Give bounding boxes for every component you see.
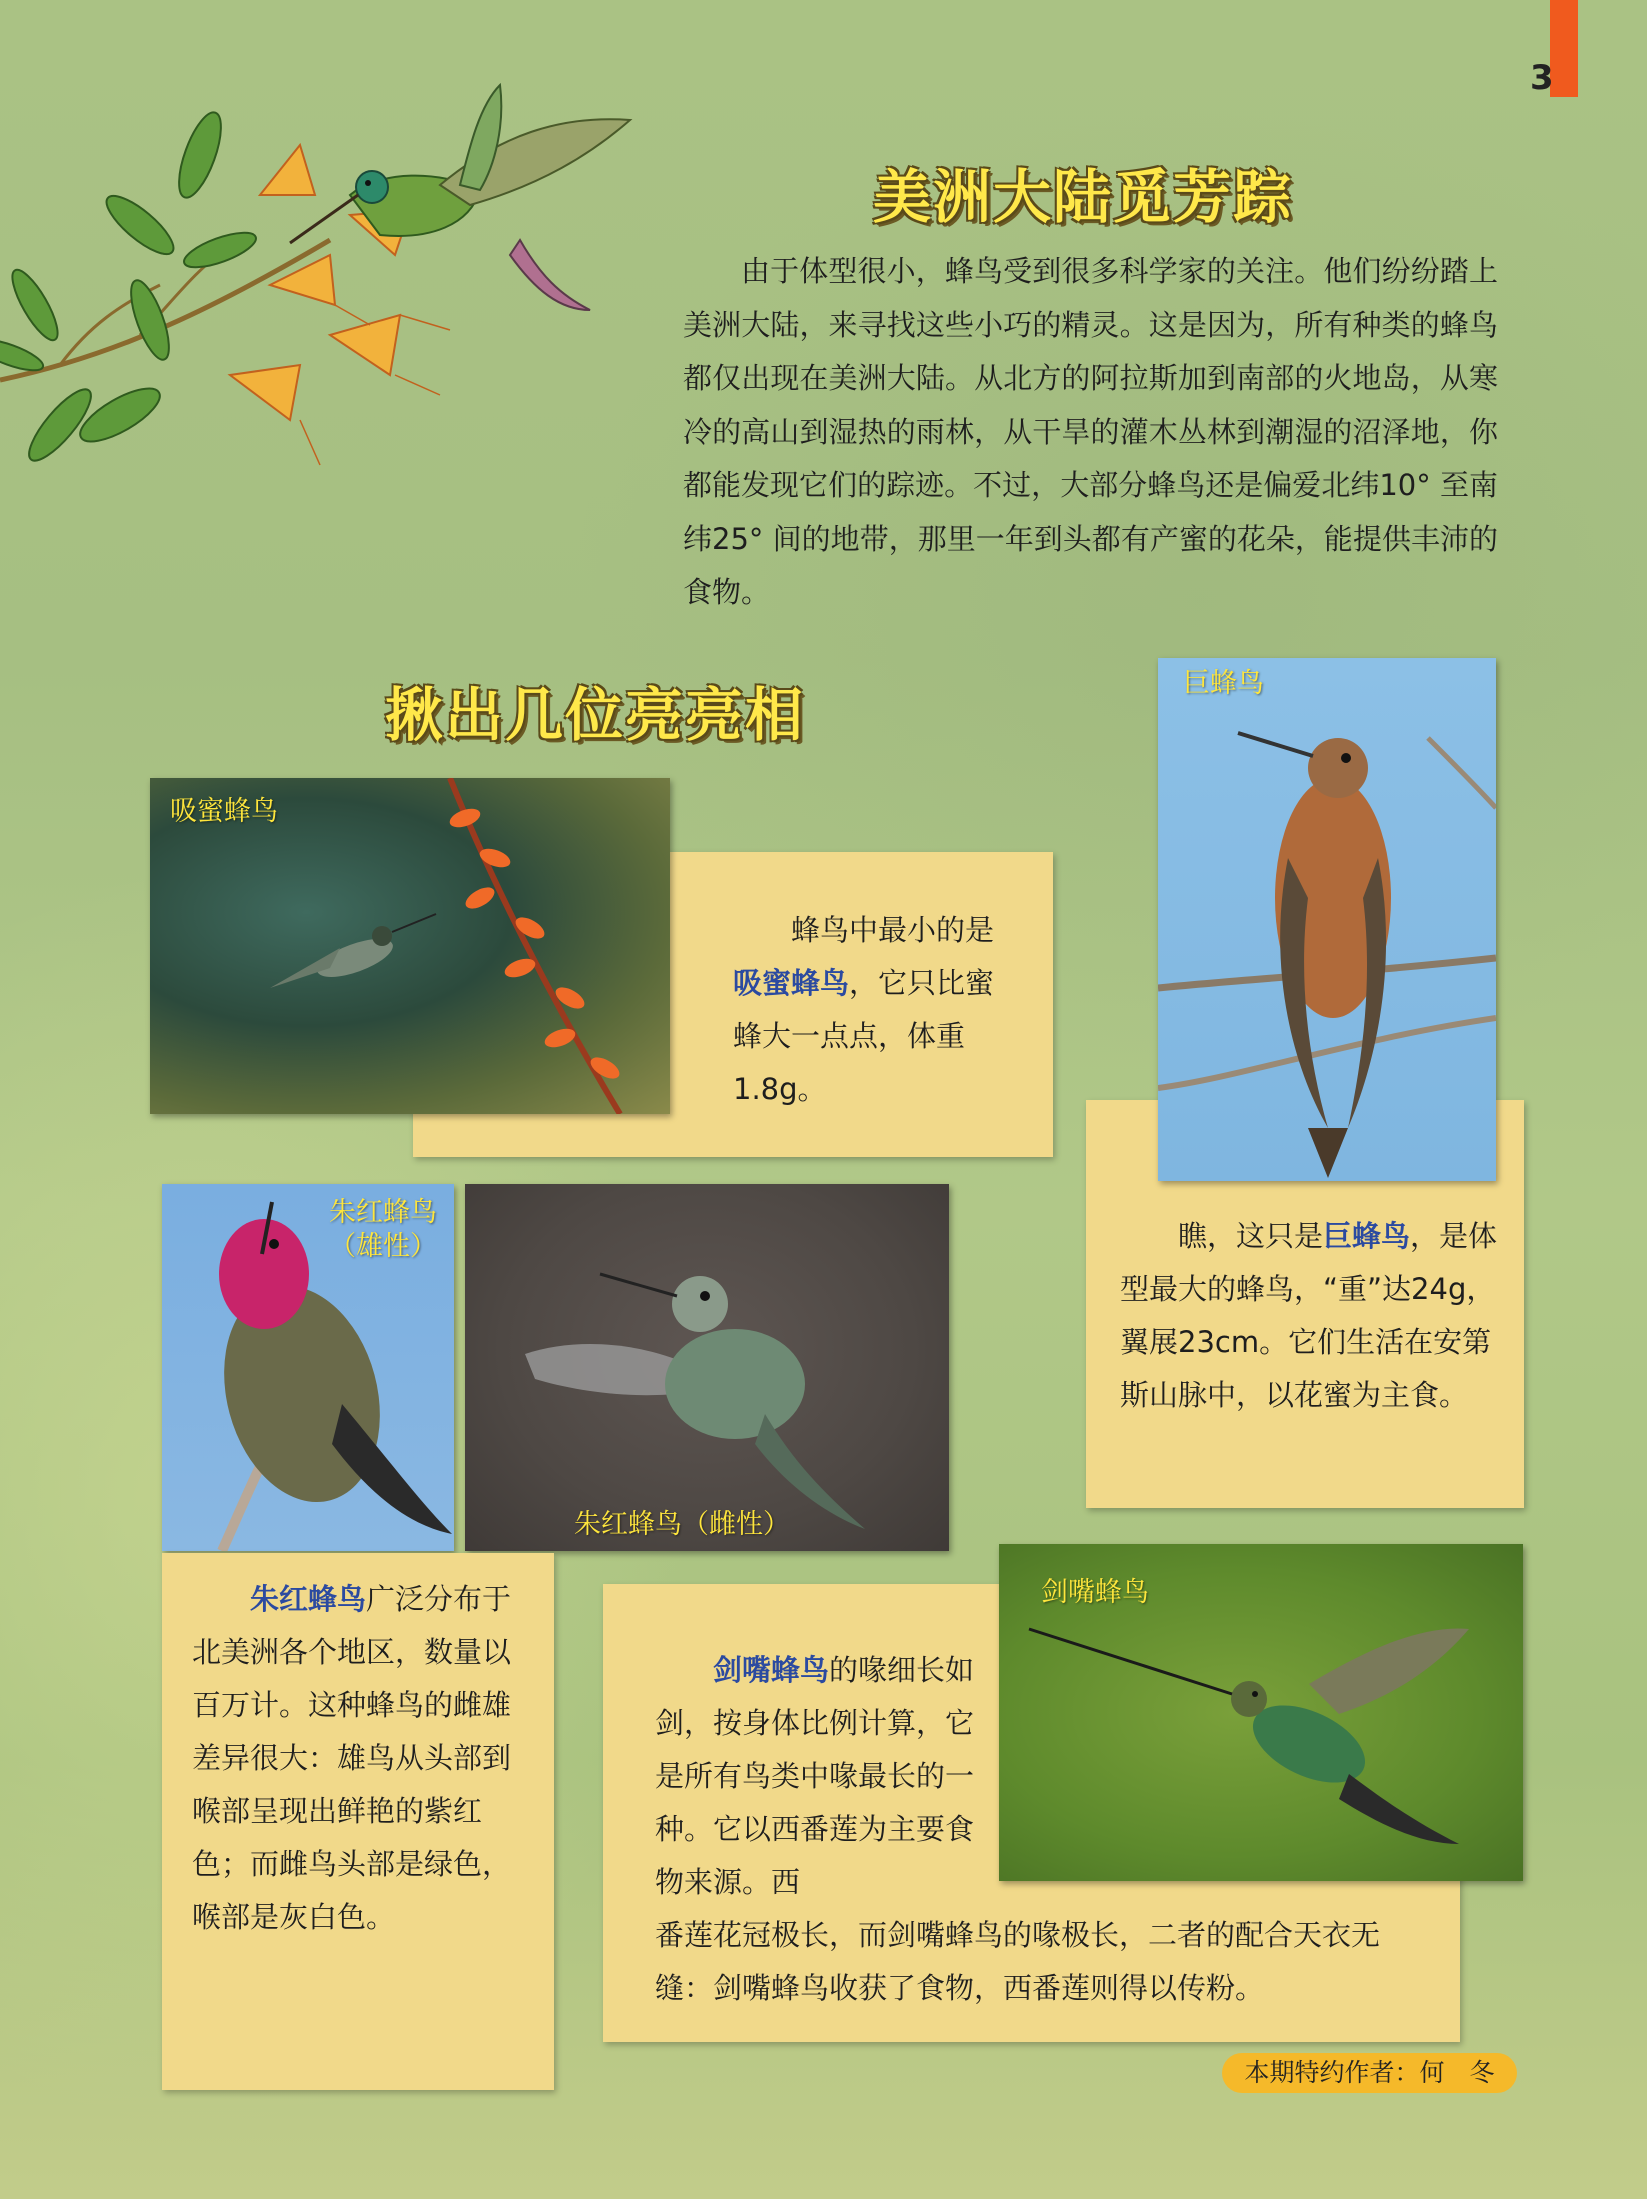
giant-hummingbird-name: 巨蜂鸟 <box>1323 1219 1411 1253</box>
annas-hummingbird-card <box>162 1553 554 2090</box>
annas-female-photo-label: 朱红蜂鸟（雌性） <box>574 1509 790 1540</box>
annas-male-photo-label <box>318 1196 448 1264</box>
annas-female-image <box>465 1184 949 1551</box>
bee-text-before: 蜂鸟中最小的是 <box>791 913 995 947</box>
sword-billed-text-wide: 番莲花冠极长，而剑嘴蜂鸟的喙极长，二者的配合天衣无缝：剑嘴蜂鸟收获了食物，西番莲则得以传粉。 <box>655 1918 1381 2005</box>
giant-hummingbird-image <box>1158 658 1496 1181</box>
giant-hummingbird-text <box>1120 1210 1500 1422</box>
annas-male-label-line2: （雄性） <box>329 1230 437 1262</box>
giant-text-before: 瞧，这只是 <box>1178 1219 1324 1253</box>
annas-male-label-line1: 朱红蜂鸟 <box>329 1197 437 1228</box>
bee-hummingbird-name: 吸蜜蜂鸟 <box>733 966 850 1000</box>
sword-billed-name: 剑嘴蜂鸟 <box>713 1653 830 1687</box>
bee-text-after: ，它只比蜜蜂大一点点，体重1.8g。 <box>733 966 995 1106</box>
section-heading-showcase: 揪出几位亮亮相 <box>385 681 806 749</box>
annas-hummingbird-text <box>192 1573 532 1944</box>
giant-hummingbird-photo-label: 巨蜂鸟 <box>1183 668 1264 699</box>
sword-billed-text-narrow <box>655 1644 975 1909</box>
page-edge-tab <box>1550 0 1578 97</box>
intro-paragraph: 由于体型很小，蜂鸟受到很多科学家的关注。他们纷纷踏上美洲大陆，来寻找这些小巧的精灵。这是因为，所有种类的蜂鸟都仅出现在美洲大陆。从北方的阿拉斯加到南部的火地岛，从寒冷的高山到湿热的雨林，从干旱的灌木丛林到潮湿的沼泽地，你都能发现它们的踪迹。不过，大部分蜂鸟还是偏爱北纬10° 至南纬25° 间的地带，那里一年到头都有产蜜的花朵，能提供丰沛的食物。 <box>683 254 1498 609</box>
flower-hummingbird-illustration <box>0 75 640 515</box>
bee-hummingbird-text <box>733 904 1023 1116</box>
sword-billed-photo-label: 剑嘴蜂鸟 <box>1041 1577 1149 1608</box>
annas-text-after: 广泛分布于北美洲各个地区，数量以百万计。这种蜂鸟的雌雄差异很大：雄鸟从头部到喉部呈现出鲜艳的紫红色；而雌鸟头部是绿色，喉部是灰白色。 <box>192 1582 512 1934</box>
author-credit: 本期特约作者：何 冬 <box>1222 2053 1517 2093</box>
annas-female-photo <box>465 1184 949 1551</box>
sword-text-narrow: 的喙细长如剑，按身体比例计算，它是所有鸟类中喙最长的一种。它以西番莲为主要食物来源。西 <box>655 1653 975 1899</box>
giant-hummingbird-photo <box>1158 658 1496 1181</box>
page-number: 3 <box>1530 58 1554 98</box>
bee-hummingbird-photo-label: 吸蜜蜂鸟 <box>170 796 278 827</box>
section-heading-americas: 美洲大陆觅芳踪 <box>873 163 1294 231</box>
giant-text-after: ，是体型最大的蜂鸟，“重”达24g，翼展23cm。它们生活在安第斯山脉中，以花蜜为主食。 <box>1120 1219 1498 1412</box>
annas-hummingbird-name: 朱红蜂鸟 <box>250 1582 367 1616</box>
